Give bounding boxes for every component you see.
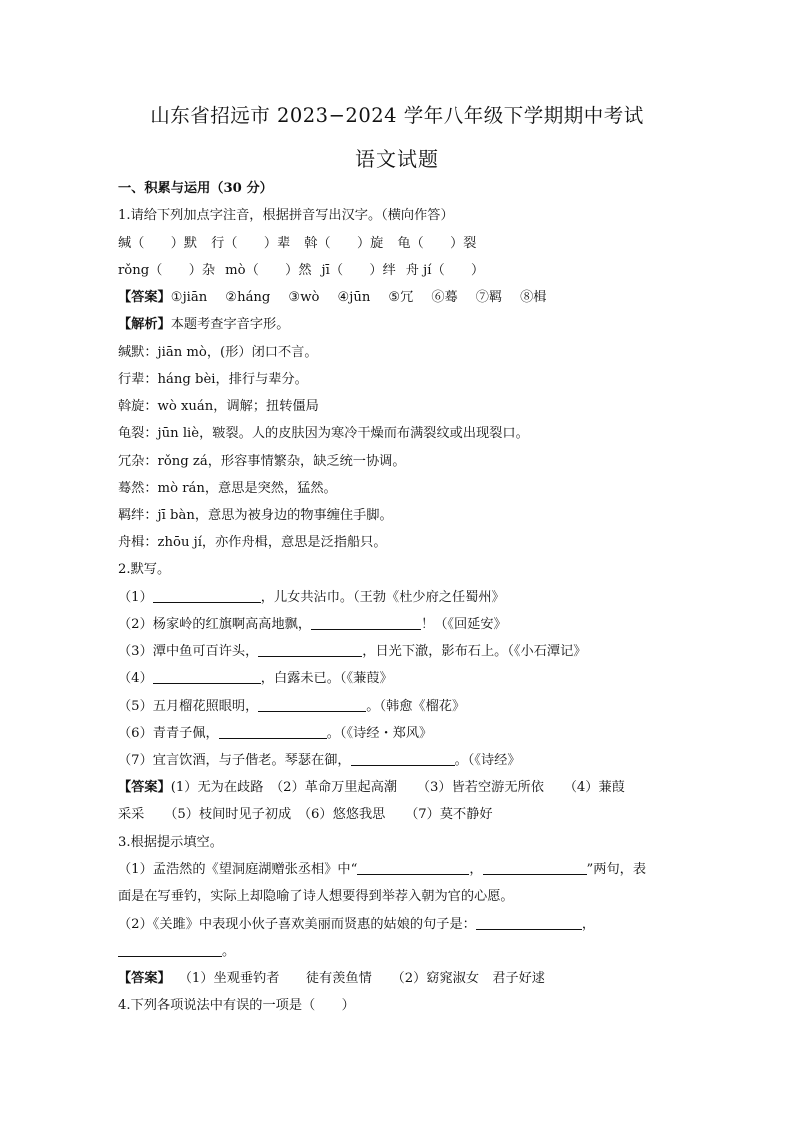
q2-answer-cont: 采采 （5）枝间时见子初成 （6）悠悠我思 （7）莫不静好	[118, 807, 493, 822]
q1-row1	[118, 235, 477, 253]
q3-item2-line2	[118, 943, 235, 961]
q2-item-prefix: （7）宜言饮酒，与子偕老。琴瑟在御，	[118, 753, 351, 768]
q3-item1-comma: ，	[469, 862, 483, 877]
fill-blank[interactable]	[476, 916, 582, 930]
analysis-text: 本题考查字音字形。	[170, 317, 290, 332]
q1-note: 斡旋：wò xuán，调解；扭转僵局	[118, 399, 319, 414]
answer-text: (1）无为在歧路 （2）革命万里起高潮 （3）皆若空游无所依 （4）蒹葭	[170, 780, 625, 795]
fill-blank[interactable]	[483, 861, 587, 875]
q2-item	[118, 670, 393, 688]
exam-subtitle: 语文试题	[355, 147, 439, 171]
q2-item	[118, 725, 432, 743]
q1-analysis	[118, 316, 289, 334]
q1-item: jī（ ）绊	[321, 263, 396, 278]
q3-item1-end: ”两句，表	[586, 862, 647, 877]
q2-item-prefix: （3）潭中鱼可百许头，	[118, 644, 259, 659]
q3-item2-end: 。	[222, 944, 236, 959]
q3-item1-line2: 面是在写垂钓，实际上却隐喻了诗人想要得到举荐入朝为官的心愿。	[118, 889, 514, 904]
fill-blank[interactable]	[258, 698, 366, 712]
q2-item-suffix: ，日光下澈，影布石上。（《小石潭记》	[362, 644, 587, 659]
q2-item-suffix: ，白露未已。（《蒹葭》	[260, 671, 393, 686]
q1-item: 行（ ）辈	[211, 236, 291, 251]
q2-item-suffix: 。（《诗经・郑风》	[326, 726, 433, 741]
answer-item: ⑧楫	[520, 290, 547, 305]
answer-item: ⑤冗	[388, 290, 414, 305]
q3-item2	[118, 916, 595, 934]
q2-item-suffix: 。（《诗经》	[454, 753, 521, 768]
q2-answer	[118, 779, 625, 797]
q2-item	[118, 616, 507, 634]
q2-item-suffix: ！（《回延安》	[421, 617, 507, 632]
q1-item: 缄（ ）默	[118, 236, 198, 251]
q1-stem: 1.请给下列加点字注音，根据拼音写出汉字。（横向作答）	[118, 208, 454, 223]
fill-blank[interactable]	[219, 725, 327, 739]
q3-item2-text: （2）《关雎》中表现小伙子喜欢美丽而贤惠的姑娘的句子是：	[118, 917, 476, 932]
section-heading: 一、积累与运用（30 分）	[118, 181, 273, 196]
q2-item-suffix: 。（韩愈《榴花》	[366, 699, 466, 714]
q1-item: rǒng（ ）杂	[118, 263, 216, 278]
answer-label: 【答案】	[118, 971, 171, 986]
q2-item-suffix: ，儿女共沾巾。（王勃《杜少府之任蜀州》	[260, 590, 505, 605]
q1-note: 羁绊：jī bàn，意思为被身边的物事缠住手脚。	[118, 508, 393, 523]
answer-item: ③wò	[288, 290, 320, 305]
answer-item: ⑥蓦	[431, 290, 458, 305]
q1-note: 缄默：jiān mò，(形）闭口不言。	[118, 345, 318, 360]
q2-item-prefix: （6）青青子佩，	[118, 726, 219, 741]
q2-stem: 2.默写。	[118, 562, 171, 577]
q3-item1	[118, 861, 646, 879]
fill-blank[interactable]	[118, 943, 222, 957]
answer-label: 【答案】	[118, 780, 171, 795]
q1-row2	[118, 262, 484, 280]
q2-item-prefix: （2）杨家岭的红旗啊高高地飘，	[118, 617, 312, 632]
fill-blank[interactable]	[357, 861, 469, 875]
q1-item: mò（ ）然	[225, 263, 312, 278]
answer-item: ⑦羁	[475, 290, 503, 305]
q1-note: 冗杂：rǒng zá，形容事情繁杂，缺乏统一协调。	[118, 454, 406, 469]
q1-item: 舟 jí（ ）	[405, 263, 485, 278]
q2-item	[118, 752, 521, 770]
fill-blank[interactable]	[258, 643, 362, 657]
analysis-label: 【解析】	[118, 317, 171, 332]
q3-stem: 3.根据提示填空。	[118, 835, 223, 850]
answer-label: 【答案】	[118, 290, 171, 305]
fill-blank[interactable]	[351, 752, 455, 766]
fill-blank[interactable]	[153, 670, 261, 684]
q2-item	[118, 643, 586, 661]
q2-item	[118, 698, 465, 716]
q1-item: 斡（ ）旋	[304, 236, 384, 251]
q1-item: 龟（ ）裂	[397, 236, 477, 251]
exam-title: 山东省招远市 2023−2024 学年八年级下学期期中考试	[150, 104, 644, 127]
q3-answer	[118, 970, 545, 988]
q4-stem: 4.下列各项说法中有误的一项是（ ）	[118, 998, 355, 1013]
answer-item: ①jiān	[170, 290, 208, 305]
q2-item-prefix: （5）五月榴花照眼明，	[118, 699, 259, 714]
q2-item-prefix: （1）	[118, 590, 153, 605]
q3-item2-comma: ，	[581, 917, 596, 932]
q2-item-prefix: （4）	[118, 671, 153, 686]
fill-blank[interactable]	[153, 589, 261, 603]
q1-answer	[118, 289, 546, 307]
q1-note: 行辈：háng bèi，排行与辈分。	[118, 372, 308, 387]
fill-blank[interactable]	[311, 616, 421, 630]
q2-item	[118, 589, 505, 607]
q3-item1-text: （1）孟浩然的《望洞庭湖赠张丞相》中“	[118, 862, 358, 877]
answer-item: ④jūn	[337, 290, 371, 305]
q1-note: 龟裂：jūn liè，皲裂。人的皮肤因为寒冷干燥而布满裂纹或出现裂口。	[118, 426, 529, 441]
answer-item: ②háng	[225, 290, 271, 305]
q1-note: 蓦然：mò rán，意思是突然，猛然。	[118, 481, 337, 496]
answer-text: （1）坐观垂钓者 徒有羡鱼情 （2）窈窕淑女 君子好逑	[178, 971, 545, 986]
q1-note: 舟楫：zhōu jí，亦作舟楫，意思是泛指船只。	[118, 535, 387, 550]
